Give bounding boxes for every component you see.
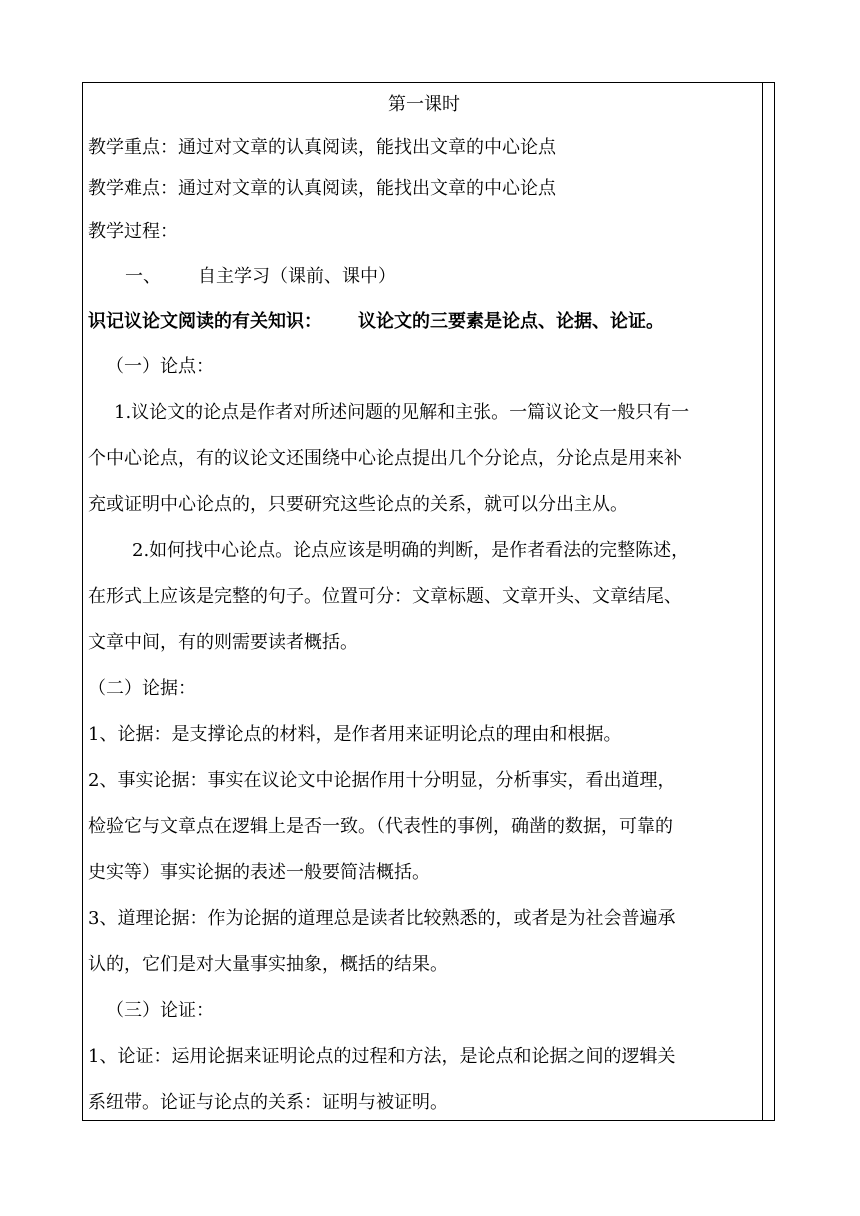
lesson-content xyxy=(88,82,760,1126)
page-title: 第一课时 xyxy=(388,94,460,115)
intro-right: 议论文的三要素是论点、论据、论证。 xyxy=(358,311,664,332)
argument-p1-line: 1.议论文的论点是作者对所述问题的见解和主张。一篇议论文一般只有一 xyxy=(114,402,690,423)
argument-heading: （一）论点： xyxy=(106,356,214,377)
argument-p2-line: 2.如何找中心论点。论点应该是明确的判断，是作者看法的完整陈述， xyxy=(132,540,690,561)
demonstration-p1-line: 系纽带。论证与论点的关系：证明与被证明。 xyxy=(88,1092,448,1113)
section-one-number: 一、 xyxy=(125,266,161,287)
key-point: 教学重点：通过对文章的认真阅读，能找出文章的中心论点 xyxy=(88,137,556,158)
section-one-label: 自主学习（课前、课中） xyxy=(198,266,396,287)
process-label: 教学过程： xyxy=(88,221,178,242)
evidence-p1: 1、论据：是支撑论点的材料，是作者用来证明论点的理由和根据。 xyxy=(88,724,622,745)
argument-p2-line: 在形式上应该是完整的句子。位置可分：文章标题、文章开头、文章结尾、 xyxy=(88,586,682,607)
evidence-p3-line: 认的，它们是对大量事实抽象，概括的结果。 xyxy=(88,954,448,975)
argument-p1-line: 个中心论点，有的议论文还围绕中心论点提出几个分论点，分论点是用来补 xyxy=(88,448,682,469)
argument-p1-line: 充或证明中心论点的，只要研究这些论点的关系，就可以分出主从。 xyxy=(88,494,628,515)
section-one-heading xyxy=(88,254,760,300)
demonstration-p1-line: 1、论证：运用论据来证明论点的过程和方法，是论点和论据之间的逻辑关 xyxy=(88,1046,676,1067)
evidence-p3-line: 3、道理论据：作为论据的道理总是读者比较熟悉的，或者是为社会普遍承 xyxy=(88,908,676,929)
difficult-point: 教学难点：通过对文章的认真阅读，能找出文章的中心论点 xyxy=(88,178,556,199)
argument-p2-line: 文章中间，有的则需要读者概括。 xyxy=(88,632,358,653)
evidence-heading: （二）论据： xyxy=(88,678,196,699)
evidence-p2-line: 史实等）事实论据的表述一般要简洁概括。 xyxy=(88,862,430,883)
intro-line xyxy=(88,300,760,344)
table-column-divider xyxy=(762,82,763,1121)
evidence-p2-line: 2、事实论据：事实在议论文中论据作用十分明显，分析事实，看出道理， xyxy=(88,770,676,791)
demonstration-heading: （三）论证： xyxy=(106,1000,214,1021)
evidence-p2-line: 检验它与文章点在逻辑上是否一致。（代表性的事例，确凿的数据，可靠的 xyxy=(88,816,673,837)
intro-left: 识记议论文阅读的有关知识： xyxy=(88,311,322,332)
